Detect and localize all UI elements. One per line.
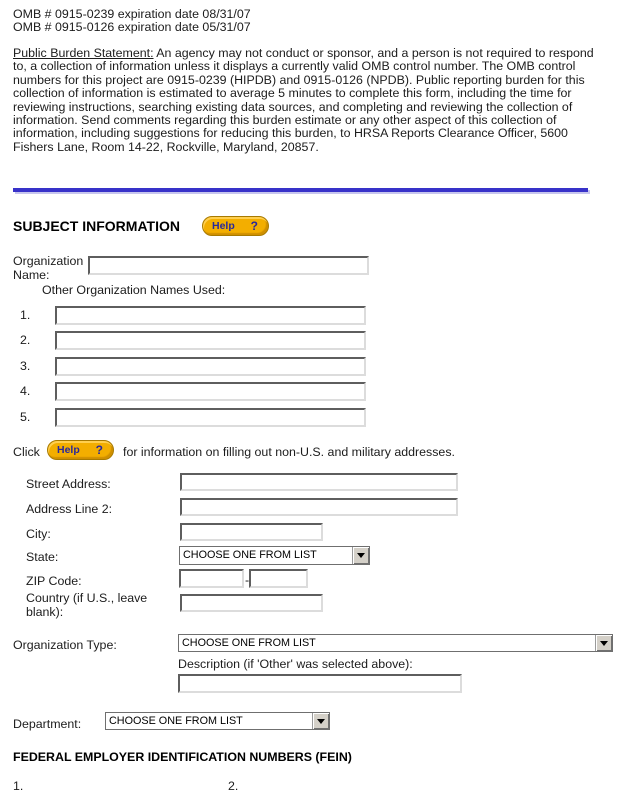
other-org-name-number-3: 3. [20, 359, 31, 373]
zip-code-ext-input[interactable] [249, 569, 308, 588]
city-input[interactable] [180, 523, 323, 541]
address-line2-label: Address Line 2: [26, 502, 113, 516]
other-org-name-input-3[interactable] [55, 357, 366, 376]
other-org-name-input-5[interactable] [55, 408, 366, 427]
country-label: Country (if U.S., leave blank): [26, 591, 148, 619]
organization-name-label: Organization Name: [13, 254, 84, 282]
city-label: City: [26, 527, 51, 541]
other-org-name-input-2[interactable] [55, 331, 366, 350]
other-org-name-number-2: 2. [20, 333, 31, 347]
fein-item-number-1: 1. [13, 779, 24, 793]
burden-statement-lead: Public Burden Statement: [13, 46, 154, 60]
other-org-name-input-4[interactable] [55, 382, 366, 401]
fein-item-number-2: 2. [228, 779, 239, 793]
org-type-description-label: Description (if 'Other' was selected above): [178, 657, 413, 671]
organization-name-input[interactable] [88, 256, 369, 275]
zip-code-input[interactable] [179, 569, 244, 588]
address-help-suffix: for information on filling out non-U.S. and military addresses. [123, 445, 455, 459]
zip-code-separator: - [245, 573, 250, 587]
org-type-description-input[interactable] [178, 674, 462, 693]
department-label: Department: [13, 717, 82, 731]
help-button-label: Help [57, 444, 80, 456]
street-address-input[interactable] [180, 473, 458, 491]
chevron-down-icon [600, 641, 608, 646]
address-line2-input[interactable] [180, 498, 458, 516]
page-title: SUBJECT INFORMATION [13, 218, 180, 234]
address-help-prefix: Click [13, 445, 40, 459]
street-address-label: Street Address: [26, 477, 111, 491]
question-mark-icon: ? [95, 443, 103, 457]
organization-type-label: Organization Type: [13, 638, 117, 652]
address-help-button[interactable] [47, 440, 114, 460]
help-button-label: Help [212, 220, 235, 232]
burden-statement-body: An agency may not conduct or sponsor, and a person is not required to respond to, a collection of information unless it displays a currently valid OMB control number. The OMB control numbers for this project are 0915-0239 (HIPDB) and 0915-0126 (NPDB). Public reporting burden for this collection of information is estimated to average 5 minutes to complete this form, including the time for reviewing instructions, searching existing data sources, and completing and reviewing the collection of information. Send comments regarding this burden estimate or any other aspect of this collection of information, including suggestions for reducing this burden, to HRSA Reports Clearance Officer, 5600 Fishers Lane, Room 14-22, Rockville, Maryland, 20857. [13, 46, 594, 154]
state-label: State: [26, 550, 59, 564]
other-org-name-number-5: 5. [20, 410, 31, 424]
section-divider-rule [13, 188, 588, 192]
public-burden-statement [13, 47, 603, 154]
omb-line-1: OMB # 0915-0239 expiration date 08/31/07 [13, 7, 251, 21]
chevron-down-icon [357, 553, 365, 558]
organization-type-select[interactable] [178, 634, 613, 652]
organization-type-select-arrow-button[interactable] [595, 635, 612, 651]
state-select-value: CHOOSE ONE FROM LIST [183, 549, 317, 561]
other-org-names-header: Other Organization Names Used: [42, 283, 226, 297]
country-input[interactable] [180, 594, 323, 612]
fein-section-header: FEDERAL EMPLOYER IDENTIFICATION NUMBERS (FEIN) [13, 750, 352, 764]
chevron-down-icon [317, 719, 325, 724]
question-mark-icon: ? [250, 219, 258, 233]
zip-code-label: ZIP Code: [26, 574, 82, 588]
department-select-value: CHOOSE ONE FROM LIST [109, 715, 243, 727]
department-select[interactable] [105, 712, 330, 730]
state-select-arrow-button[interactable] [352, 547, 369, 564]
other-org-name-input-1[interactable] [55, 306, 366, 325]
other-org-name-number-4: 4. [20, 384, 31, 398]
organization-type-select-value: CHOOSE ONE FROM LIST [182, 637, 316, 649]
other-org-name-number-1: 1. [20, 308, 31, 322]
state-select[interactable] [179, 546, 370, 565]
department-select-arrow-button[interactable] [312, 713, 329, 729]
omb-line-2: OMB # 0915-0126 expiration date 05/31/07 [13, 20, 251, 34]
subject-info-help-button[interactable] [202, 216, 269, 236]
